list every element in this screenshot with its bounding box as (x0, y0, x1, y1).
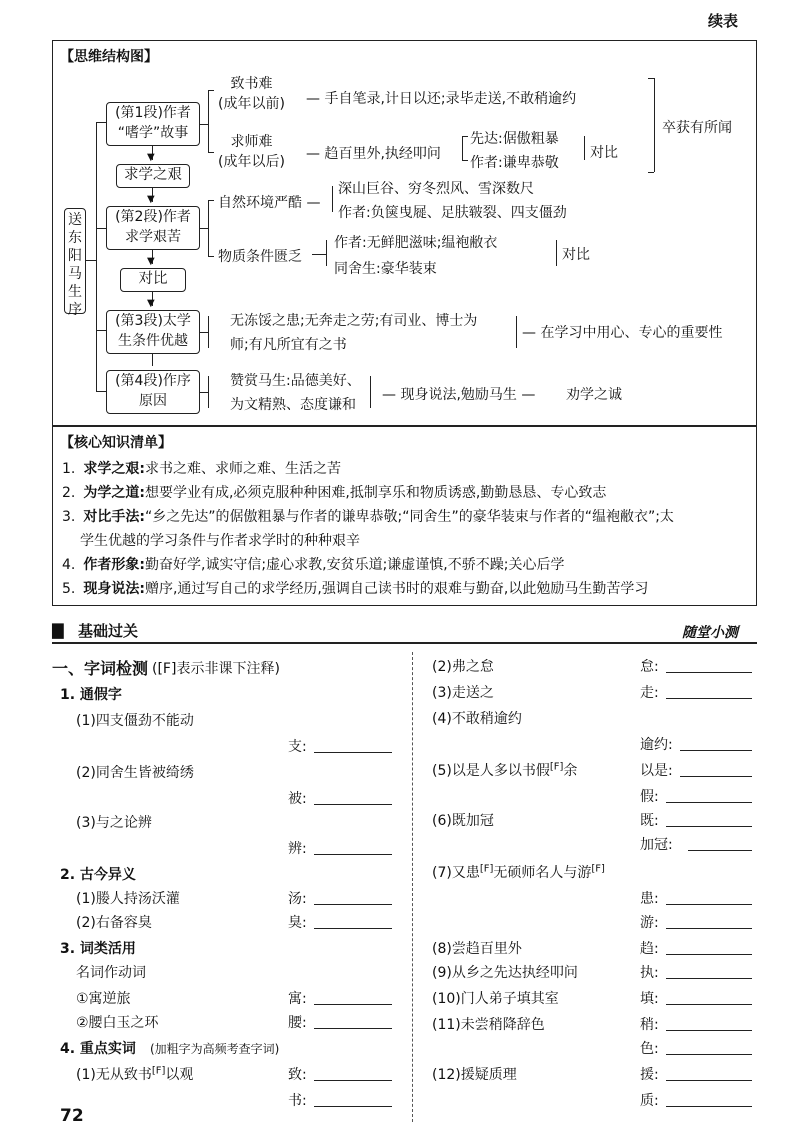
ra7-label: 趋: (640, 941, 659, 957)
p2-a-text2: 作者:负箧曳屣、足肤皲裂、四支僵劲 (338, 205, 567, 221)
p1-b-sub1: 先达:倨傲粗暴 (470, 131, 559, 147)
q2: (2)同舍生皆被绮绣 (76, 765, 194, 781)
ra2-blank[interactable] (666, 698, 752, 699)
p2-a-text1: 深山巨谷、穷冬烈风、雪深数尺 (338, 181, 534, 197)
section-title: 基础过关 (78, 622, 139, 640)
p1-a-text: — 手自笔录,计日以还;录毕走送,不敢稍逾约 (306, 91, 577, 107)
ra1-blank[interactable] (666, 672, 752, 673)
a1-label: 支: (288, 739, 307, 755)
ra11b-blank[interactable] (666, 1106, 752, 1107)
g3: 3. 词类活用 (60, 941, 136, 957)
ra9-blank[interactable] (666, 1004, 752, 1005)
r4: (5)以是人多以书假[F]余 (432, 761, 578, 779)
a8b-label: 书: (288, 1093, 307, 1109)
ra10-label: 稍: (640, 1017, 659, 1033)
ra10b-blank[interactable] (666, 1054, 752, 1055)
q6: ①寓逆旅 (76, 991, 131, 1007)
a8b-blank[interactable] (314, 1106, 392, 1107)
ra10b-label: 色: (640, 1041, 659, 1057)
p1-b-sub2: 作者:谦卑恭敬 (470, 155, 559, 171)
a1-blank[interactable] (314, 752, 392, 753)
r11: (12)援疑质理 (432, 1067, 517, 1083)
ra6-blank[interactable] (666, 904, 752, 905)
ra7-blank[interactable] (666, 954, 752, 955)
a6-blank[interactable] (314, 1004, 392, 1005)
g1: 1. 通假字 (60, 687, 122, 703)
p1-b-text: — 趋百里外,执经叩问 (306, 146, 441, 162)
section-tag: 随堂小测 (682, 625, 738, 641)
r7: (8)尝趋百里外 (432, 941, 522, 957)
a7-label: 腰: (288, 1015, 307, 1031)
left-note: ([F]表示非课下注释) (152, 661, 280, 677)
r9: (10)门人弟子填其室 (432, 991, 559, 1007)
p2-node: (第2段)作者 求学艰苦 (106, 206, 200, 250)
p3-text1: 无冻馁之患;无奔走之劳;有司业、博士为 (230, 313, 478, 329)
p4-summary: 劝学之诚 (566, 387, 622, 403)
ra6-label: 患: (640, 891, 659, 907)
p2-b-text2: 同舍生:豪华装束 (334, 261, 437, 277)
ra3-label: 逾约: (640, 737, 673, 753)
p3-node: (第3段)太学 生条件优越 (106, 310, 200, 354)
p1-b-contrast: 对比 (590, 145, 618, 161)
p2-b-contrast: 对比 (562, 247, 590, 263)
p1-summary: 卒获有所闻 (662, 120, 732, 136)
ra11b-label: 质: (640, 1093, 659, 1109)
ra5b-blank[interactable] (688, 850, 752, 851)
p4-text2: 为文精熟、态度谦和 (230, 397, 356, 413)
p1-b-label: 求师难 (成年以后) (218, 134, 285, 170)
ra4b-blank[interactable] (666, 802, 752, 803)
g3sub: 名词作动词 (76, 965, 146, 981)
mid2-node: 对比 (120, 268, 186, 292)
core-item: 3. 对比手法:“乡之先达”的倨傲粗暴与作者的谦卑恭敬;“同舍生”的豪华装束与作者的“缊袍敝衣”;太 (62, 509, 674, 525)
a5-label: 臭: (288, 915, 307, 931)
root-node: 送东阳马生序 (64, 208, 86, 314)
p4-mid: — 现身说法,勉励马生 — (382, 387, 536, 403)
p1-a-label: 致书难 (成年以前) (218, 76, 285, 112)
core-item: 2. 为学之道:想要学业有成,必须克服种种困难,抵制享乐和物质诱惑,勤勤恳恳、专心致志 (62, 485, 607, 501)
r8: (9)从乡之先达执经叩问 (432, 965, 578, 981)
q8: (1)无从致书[F]以观 (76, 1065, 194, 1083)
a7-blank[interactable] (314, 1028, 392, 1029)
r10: (11)未尝稍降辞色 (432, 1017, 545, 1033)
ra8-blank[interactable] (666, 978, 752, 979)
ra1-label: 怠: (640, 659, 659, 675)
ra6b-label: 游: (640, 915, 659, 931)
ra4-label: 以是: (640, 763, 673, 779)
core-item: 4. 作者形象:勤奋好学,诚实守信;虚心求教,安贫乐道;谦虚谨慎,不骄不躁;关心后学 (62, 557, 565, 573)
mid1-node: 求学之艰 (116, 164, 190, 188)
ra5-blank[interactable] (666, 826, 752, 827)
a2-label: 被: (288, 791, 307, 807)
ra10-blank[interactable] (666, 1030, 752, 1031)
p4-text1: 赞赏马生:品德美好、 (230, 373, 361, 389)
a4-blank[interactable] (314, 904, 392, 905)
a5-blank[interactable] (314, 928, 392, 929)
a3-blank[interactable] (314, 854, 392, 855)
r1: (2)弗之怠 (432, 659, 494, 675)
ra4-blank[interactable] (680, 776, 752, 777)
ra5-label: 既: (640, 813, 659, 829)
continued-label: 续表 (708, 12, 739, 30)
ra3-blank[interactable] (680, 750, 752, 751)
core-title: 【核心知识清单】 (60, 435, 172, 451)
p2-a-label: 自然环境严酷 — (218, 195, 321, 211)
ra2-label: 走: (640, 685, 659, 701)
p2-b-text1: 作者:无鲜肥滋味;缊袍敝衣 (334, 235, 498, 251)
page-number: 72 (60, 1106, 84, 1126)
g4-note: (加粗字为高频考查字词) (150, 1042, 280, 1056)
p2-b-label: 物质条件匮乏 (218, 249, 302, 265)
book-icon: ▇ (52, 621, 64, 639)
q5: (2)右备容臭 (76, 915, 152, 931)
ra4b-label: 假: (640, 789, 659, 805)
r2: (3)走送之 (432, 685, 494, 701)
core-item: 5. 现身说法:赠序,通过写自己的求学经历,强调自己读书时的艰难与勤奋,以此勉励马生勤苦学习 (62, 581, 649, 597)
a6-label: 寓: (288, 991, 307, 1007)
r6: (7)又患[F]无硕师名人与游[F] (432, 863, 605, 881)
mindmap-title: 【思维结构图】 (60, 49, 158, 65)
a8-blank[interactable] (314, 1080, 392, 1081)
p1-node: (第1段)作者 “嗜学”故事 (106, 102, 200, 146)
ra8-label: 执: (640, 965, 659, 981)
r5: (6)既加冠 (432, 813, 494, 829)
left-heading: 一、字词检测 (52, 659, 149, 678)
p3-summary: — 在学习中用心、专心的重要性 (522, 325, 723, 341)
ra11-blank[interactable] (666, 1080, 752, 1081)
ra11-label: 援: (640, 1067, 659, 1083)
a3-label: 辨: (288, 841, 307, 857)
q3: (3)与之论辨 (76, 815, 152, 831)
g2: 2. 古今异义 (60, 867, 136, 883)
q1: (1)四支僵劲不能动 (76, 713, 194, 729)
g4: 4. 重点实词 (60, 1041, 136, 1057)
core-item: 1. 求学之艰:求书之难、求师之难、生活之苦 (62, 461, 341, 477)
p3-text2: 师;有凡所宜有之书 (230, 337, 347, 353)
core-item-cont: 学生优越的学习条件与作者求学时的种种艰辛 (80, 533, 360, 549)
ra5b-label: 加冠: (640, 837, 673, 853)
a2-blank[interactable] (314, 804, 392, 805)
q7: ②腰白玉之环 (76, 1015, 159, 1031)
q4: (1)媵人持汤沃灌 (76, 891, 180, 907)
ra9-label: 填: (640, 991, 659, 1007)
r3: (4)不敢稍逾约 (432, 711, 522, 727)
ra6b-blank[interactable] (666, 928, 752, 929)
p4-node: (第4段)作序 原因 (106, 370, 200, 414)
a8-label: 致: (288, 1067, 307, 1083)
a4-label: 汤: (288, 891, 307, 907)
